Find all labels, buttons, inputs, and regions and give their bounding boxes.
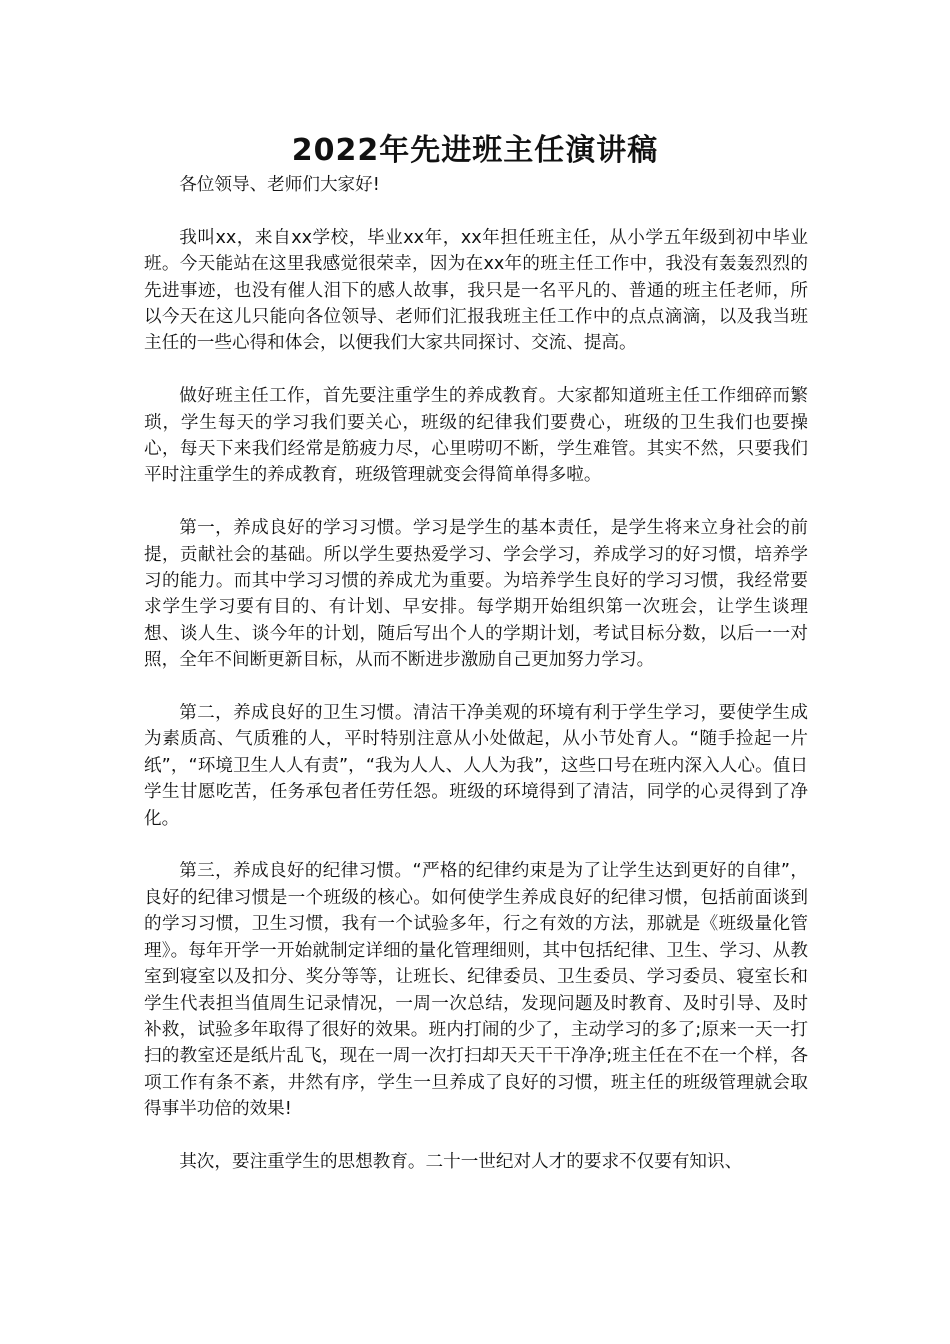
paragraph-gap <box>144 674 808 700</box>
document-title: 2022年先进班主任演讲稿 <box>291 133 659 168</box>
paragraph-moral-education: 其次，要注重学生的思想教育。二十一世纪对人才的要求不仅要有知识、 <box>179 1151 743 1172</box>
paragraph-hygiene-habits: 第二，养成良好的卫生习惯。清洁干净美观的环境有利于学生学习，要使学生成为素质高、气质雅的人，平时特别注意从小处做起，从小节处育人。“随手捡起一片纸”，“环境卫生人人有责”，“我为人人、人人为我”，这些口号在班内深入人心。值日学生甘愿吃苦，任务承包者任劳任怨。班级的环境得到了清洁，同学的心灵得到了净化。 <box>144 703 808 829</box>
paragraph-gap <box>144 832 808 858</box>
paragraph-gap <box>144 357 808 383</box>
salutation: 各位领导、老师们大家好! <box>179 175 380 195</box>
paragraph-gap <box>144 1123 808 1149</box>
paragraph-study-habits: 第一，养成良好的学习习惯。学习是学生的基本责任，是学生将来立身社会的前提，贡献社会的基础。所以学生要热爱学习、学会学习，养成学习的好习惯，培养学习的能力。而其中学习习惯的养成尤为重要。为培养学生良好的学习习惯，我经常要求学生学习要有目的、有计划、早安排。每学期开始组织第一次班会，让学生谈理想、谈人生、谈今年的计划，随后写出个人的学期计划，考试目标分数，以后一一对照，全年不间断更新目标，从而不断进步激励自己更加努力学习。 <box>144 518 808 671</box>
paragraph-discipline-habits: 第三，养成良好的纪律习惯。“严格的纪律约束是为了让学生达到更好的自律”，良好的纪律习惯是一个班级的核心。如何使学生养成良好的纪律习惯，包括前面谈到的学习习惯，卫生习惯，我有一个试验多年，行之有效的方法，那就是《班级量化管理》。每年开学一开始就制定详细的量化管理细则，其中包括纪律、卫生、学习、从教室到寝室以及扣分、奖分等等，让班长、纪律委员、卫生委员、学习委员、寝室长和学生代表担当值周生记录情况，一周一次总结，发现问题及时教育、及时引导、及时补救，试验多年取得了很好的效果。班内打闹的少了，主动学习的多了;原来一天一打扫的教室还是纸片乱飞，现在一周一次打扫却天天干干净净;班主任在不在一个样，各项工作有条不紊，井然有序，学生一旦养成了良好的习惯，班主任的班级管理就会取得事半功倍的效果! <box>144 861 808 1120</box>
paragraph-habit-education: 做好班主任工作，首先要注重学生的养成教育。大家都知道班主任工作细碎而繁琐，学生每天的学习我们要关心，班级的纪律我们要费心，班级的卫生我们也要操心，每天下来我们经常是筋疲力尽，心里唠叨不断，学生难管。其实不然，只要我们平时注重学生的养成教育，班级管理就变会得简单得多啦。 <box>144 386 808 486</box>
paragraph-intro: 我叫xx，来自xx学校，毕业xx年，xx年担任班主任，从小学五年级到初中毕业班。今天能站在这里我感觉很荣幸，因为在xx年的班主任工作中，我没有轰轰烈烈的先进事迹，也没有催人泪下的感人故事，我只是一名平凡的、普通的班主任老师，所以今天在这儿只能向各位领导、老师们汇报我班主任工作中的点点滴滴，以及我当班主任的一些心得和体会，以便我们大家共同探讨、交流、提高。 <box>144 227 808 354</box>
document-body <box>144 172 808 1175</box>
paragraph-gap <box>144 198 808 224</box>
paragraph-gap <box>144 489 808 515</box>
